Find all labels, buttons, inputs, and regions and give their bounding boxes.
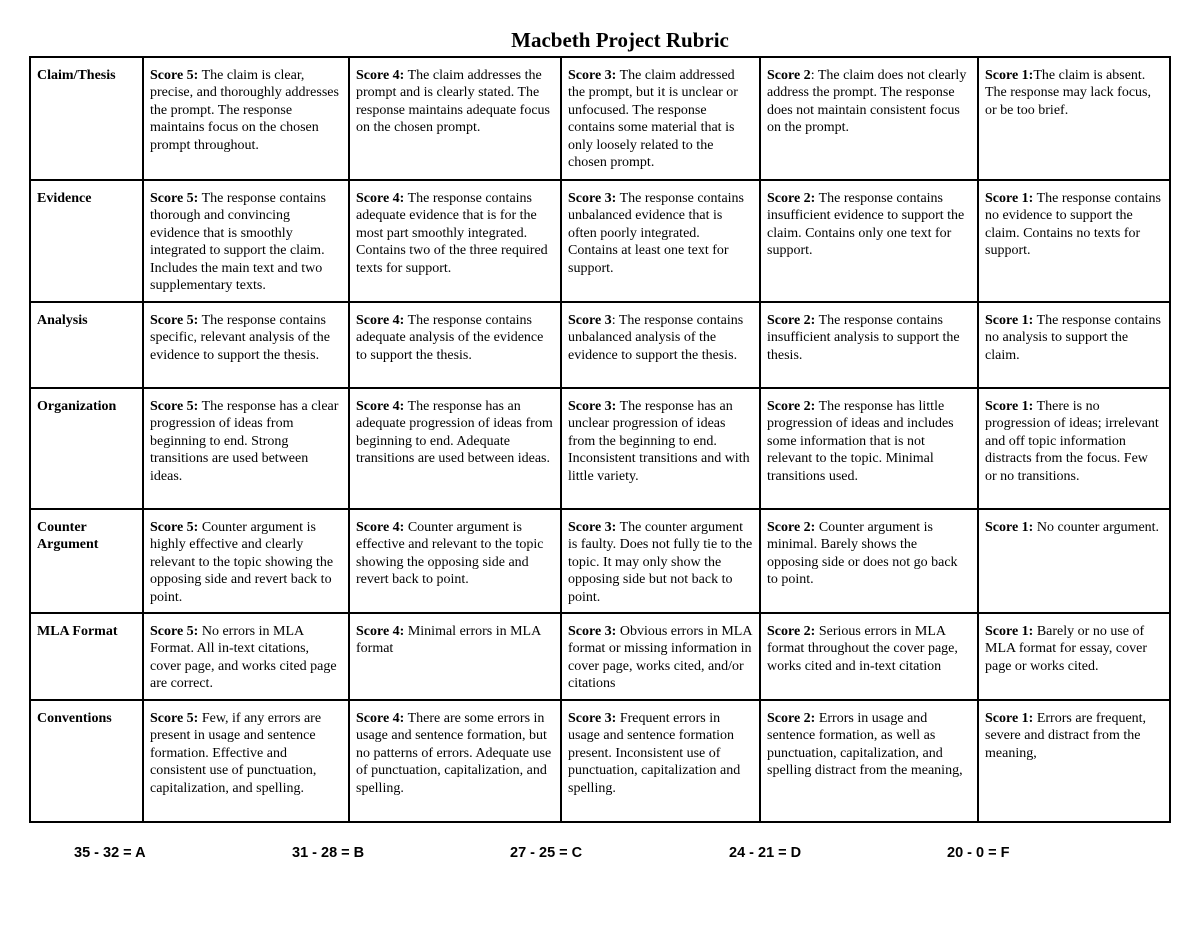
page-title: Macbeth Project Rubric [511, 28, 729, 52]
score-description: The response contains insufficient evidence to support the claim. Contains only one text for support. [767, 191, 965, 259]
grade-range-f: 20 - 0 = F [947, 845, 1010, 861]
criterion-label: Evidence [30, 180, 143, 302]
score-3-cell [561, 302, 760, 388]
rubric-row-analysis [30, 302, 1170, 388]
score-label: Score 3: [568, 520, 617, 535]
score-5-cell [143, 700, 349, 822]
score-label: Score 2 [767, 68, 811, 83]
score-description: No counter argument. [1033, 520, 1160, 535]
score-5-cell [143, 57, 349, 180]
score-label: Score 5: [150, 191, 199, 206]
score-description: The claim is clear, precise, and thoroughly addresses the prompt. The response maintains focus on the chosen prompt throughout. [150, 68, 339, 153]
score-description: The response contains no evidence to support the claim. Contains no texts for support. [985, 191, 1161, 259]
score-2-cell [760, 180, 978, 302]
score-label: Score 5: [150, 313, 199, 328]
grade-range-b: 31 - 28 = B [292, 845, 365, 861]
score-label: Score 2: [767, 191, 816, 206]
score-description: The claim addressed the prompt, but it is unclear or unfocused. The response contains some material that is only loosely related to the chosen prompt. [568, 68, 738, 171]
rubric-row-mla-format [30, 613, 1170, 700]
score-label: Score 4: [356, 711, 405, 726]
score-description: There are some errors in usage and sentence formation, but no patterns of errors. Adequate use of punctuation, capitalization, and spelling. [356, 711, 552, 796]
score-label: Score 1: [985, 520, 1034, 535]
score-label: Score 4: [356, 68, 405, 83]
score-description: Counter argument is effective and relevant to the topic showing the opposing side and revert back to point. [356, 520, 544, 588]
score-label: Score 1: [985, 711, 1034, 726]
score-description: The response contains insufficient analysis to support the thesis. [767, 313, 960, 363]
score-label: Score 1: [985, 624, 1034, 639]
score-description: Errors are frequent, severe and distract from the meaning, [985, 711, 1147, 761]
score-label: Score 1: [985, 313, 1034, 328]
score-description: No errors in MLA Format. All in-text citations, cover page, and works cited page are correct. [150, 624, 337, 692]
score-description: The response contains no analysis to support the claim. [985, 313, 1161, 363]
score-description: Barely or no use of MLA format for essay, cover page or works cited. [985, 624, 1147, 674]
criterion-label: MLA Format [30, 613, 143, 700]
score-label: Score 5: [150, 520, 199, 535]
score-label: Score 4: [356, 191, 405, 206]
score-description: Frequent errors in usage and sentence formation present. Inconsistent use of punctuation, capitalization and spelling. [568, 711, 741, 796]
score-label: Score 3: [568, 191, 617, 206]
score-3-cell [561, 700, 760, 822]
score-4-cell [349, 700, 561, 822]
score-4-cell [349, 57, 561, 180]
score-label: Score 1: [985, 68, 1034, 83]
rubric-row-evidence [30, 180, 1170, 302]
score-4-cell [349, 509, 561, 613]
score-label: Score 1: [985, 191, 1034, 206]
score-description: The response contains thorough and convincing evidence that is smoothly integrated to support the claim. Includes the main text and two supplementary texts. [150, 191, 326, 294]
rubric-table [29, 56, 1171, 823]
score-5-cell [143, 509, 349, 613]
score-description: Obvious errors in MLA format or missing information in cover page, works cited, and/or citations [568, 624, 752, 692]
score-label: Score 3: [568, 624, 617, 639]
score-1-cell [978, 613, 1170, 700]
score-1-cell [978, 700, 1170, 822]
score-description: The response has little progression of ideas and includes some information that is not relevant to the topic. Minimal transitions used. [767, 399, 954, 484]
score-label: Score 2: [767, 399, 816, 414]
score-description: The response contains adequate analysis of the evidence to support the thesis. [356, 313, 544, 363]
score-label: Score 2: [767, 624, 816, 639]
score-description: There is no progression of ideas; irrelevant and off topic information distracts from the focus. Few or no transitions. [985, 399, 1159, 484]
score-2-cell [760, 388, 978, 509]
score-3-cell [561, 509, 760, 613]
score-label: Score 3: [568, 711, 617, 726]
score-label: Score 5: [150, 399, 199, 414]
criterion-label: Counter Argument [30, 509, 143, 613]
score-1-cell [978, 302, 1170, 388]
score-description: : The response contains unbalanced analysis of the evidence to support the thesis. [568, 313, 744, 363]
score-label: Score 4: [356, 399, 405, 414]
criterion-label: Conventions [30, 700, 143, 822]
score-2-cell [760, 57, 978, 180]
grade-range-a: 35 - 32 = A [74, 845, 146, 861]
criterion-label: Analysis [30, 302, 143, 388]
score-description: : The claim does not clearly address the prompt. The response does not maintain consistent focus on the prompt. [767, 68, 967, 136]
score-3-cell [561, 180, 760, 302]
score-5-cell [143, 180, 349, 302]
score-label: Score 5: [150, 68, 199, 83]
rubric-row-conventions [30, 700, 1170, 822]
score-1-cell [978, 388, 1170, 509]
score-label: Score 3 [568, 313, 612, 328]
score-description: The response contains unbalanced evidence that is often poorly integrated. Contains at least one text for support. [568, 191, 744, 276]
rubric-row-organization [30, 388, 1170, 509]
score-1-cell [978, 57, 1170, 180]
score-description: Errors in usage and sentence formation, as well as punctuation, capitalization, and spelling distract from the meaning, [767, 711, 963, 779]
score-description: Counter argument is minimal. Barely shows the opposing side or does not go back to point. [767, 520, 958, 588]
rubric-row-counter-argument [30, 509, 1170, 613]
score-3-cell [561, 388, 760, 509]
score-label: Score 4: [356, 520, 405, 535]
score-description: Minimal errors in MLA format [356, 624, 541, 657]
score-3-cell [561, 613, 760, 700]
score-label: Score 3: [568, 399, 617, 414]
rubric-row-claim-thesis [30, 57, 1170, 180]
score-label: Score 4: [356, 313, 405, 328]
score-description: The response contains adequate evidence that is for the most part smoothly integrated. Contains two of the three required texts for support. [356, 191, 548, 276]
score-5-cell [143, 388, 349, 509]
score-description: The response has a clear progression of ideas from beginning to end. Strong transitions are used between ideas. [150, 399, 339, 484]
score-description: The response contains specific, relevant analysis of the evidence to support the thesis. [150, 313, 330, 363]
score-description: The claim addresses the prompt and is clearly stated. The response maintains adequate focus on the chosen prompt. [356, 68, 550, 136]
grade-range-c: 27 - 25 = C [510, 845, 583, 861]
score-label: Score 4: [356, 624, 405, 639]
criterion-label: Organization [30, 388, 143, 509]
score-2-cell [760, 509, 978, 613]
criterion-label: Claim/Thesis [30, 57, 143, 180]
score-2-cell [760, 302, 978, 388]
score-description: The claim is absent. The response may lack focus, or be too brief. [985, 68, 1151, 118]
score-label: Score 1: [985, 399, 1034, 414]
score-2-cell [760, 700, 978, 822]
score-description: The counter argument is faulty. Does not fully tie to the topic. It may only show the opposing side but not back to point. [568, 520, 753, 605]
grading-scale [0, 845, 1200, 865]
score-label: Score 5: [150, 711, 199, 726]
score-1-cell [978, 509, 1170, 613]
score-description: Serious errors in MLA format throughout the cover page, works cited and in-text citation [767, 624, 958, 674]
score-description: The response has an unclear progression of ideas from the beginning to end. Inconsistent transitions and with little variety. [568, 399, 750, 484]
score-5-cell [143, 302, 349, 388]
score-3-cell [561, 57, 760, 180]
score-label: Score 3: [568, 68, 617, 83]
score-label: Score 2: [767, 520, 816, 535]
score-2-cell [760, 613, 978, 700]
score-label: Score 2: [767, 313, 816, 328]
score-label: Score 2: [767, 711, 816, 726]
score-label: Score 5: [150, 624, 199, 639]
score-4-cell [349, 613, 561, 700]
score-1-cell [978, 180, 1170, 302]
score-description: The response has an adequate progression of ideas from beginning to end. Adequate transitions are used between ideas. [356, 399, 553, 467]
score-description: Few, if any errors are present in usage and sentence formation. Effective and consistent use of punctuation, capitalization, and spelling. [150, 711, 322, 796]
score-4-cell [349, 302, 561, 388]
score-5-cell [143, 613, 349, 700]
grade-range-d: 24 - 21 = D [729, 845, 802, 861]
score-4-cell [349, 180, 561, 302]
score-description: Counter argument is highly effective and clearly relevant to the topic showing the opposing side and revert back to point. [150, 520, 334, 605]
score-4-cell [349, 388, 561, 509]
